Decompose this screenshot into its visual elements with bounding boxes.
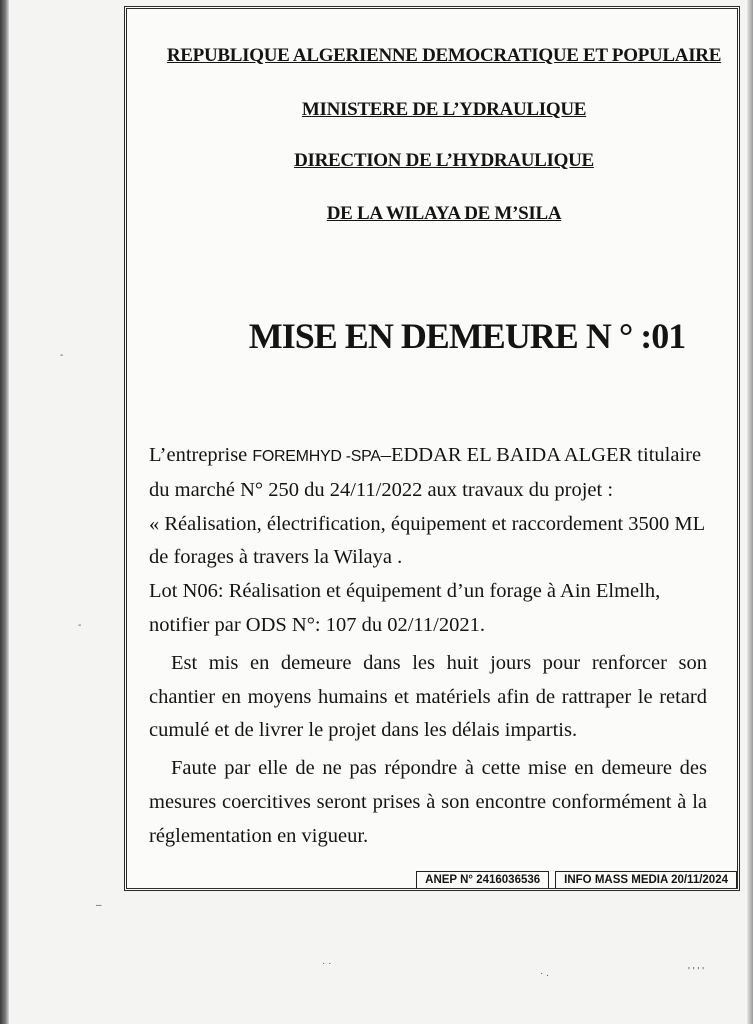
- notice-title: MISE EN DEMEURE N ° :01: [248, 316, 686, 356]
- body-line-6: notifier par ODS N°: 107 du 02/11/2021.: [149, 613, 485, 636]
- body-line-1-rest: –EDDAR EL BAIDA ALGER titulaire: [380, 444, 702, 466]
- scan-edge-left: [0, 0, 9, 1024]
- body-line-2: du marché N° 250 du 24/11/2022 aux travaux du projet :: [149, 478, 614, 501]
- header-ministry: MINISTERE DE L’YDRAULIQUE: [301, 99, 587, 120]
- notice-body: [149, 439, 707, 854]
- scan-speck: · ·: [322, 958, 332, 969]
- publication-footer: [416, 871, 737, 888]
- media-reference: INFO MASS MEDIA 20/11/2024: [555, 871, 737, 888]
- header-direction: DIRECTION DE L’HYDRAULIQUE: [294, 150, 594, 171]
- company-name: FOREMHYD -SPA: [252, 448, 381, 465]
- scan-speck: -: [60, 350, 64, 361]
- body-prefix: L’entreprise: [149, 444, 253, 466]
- header-wilaya: DE LA WILAYA DE M’SILA: [326, 203, 562, 224]
- body-line-3: « Réalisation, électrification, équipement et raccordement 3500 ML: [149, 512, 706, 535]
- body-paragraph-2: Est mis en demeure dans les huit jours pour renforcer son chantier en moyens humains et matériels afin de rattraper le retard cumulé et de livrer le projet dans les délais impartis.: [149, 651, 707, 742]
- scan-speck: –: [96, 900, 102, 911]
- body-paragraph-3: Faute par elle de ne pas répondre à cette mise en demeure des mesures coercitives seront prises à son encontre conformément à la réglementation en vigueur.: [149, 757, 707, 847]
- body-line-5: Lot N06: Réalisation et équipement d’un forage à Ain Elmelh,: [149, 580, 661, 603]
- body-line-1: [149, 439, 707, 474]
- anep-reference: ANEP N° 2416036536: [416, 871, 549, 888]
- scan-speck: -: [78, 620, 82, 631]
- notice-frame: [124, 6, 740, 891]
- scan-speck: · .: [540, 968, 549, 979]
- body-line-4: de forages à travers la Wilaya .: [149, 546, 403, 569]
- scan-speck: ' ' ' ': [688, 966, 704, 977]
- scan-edge-right: [747, 0, 753, 1024]
- header-republic: REPUBLIQUE ALGERIENNE DEMOCRATIQUE ET POPULAIRE: [166, 45, 722, 66]
